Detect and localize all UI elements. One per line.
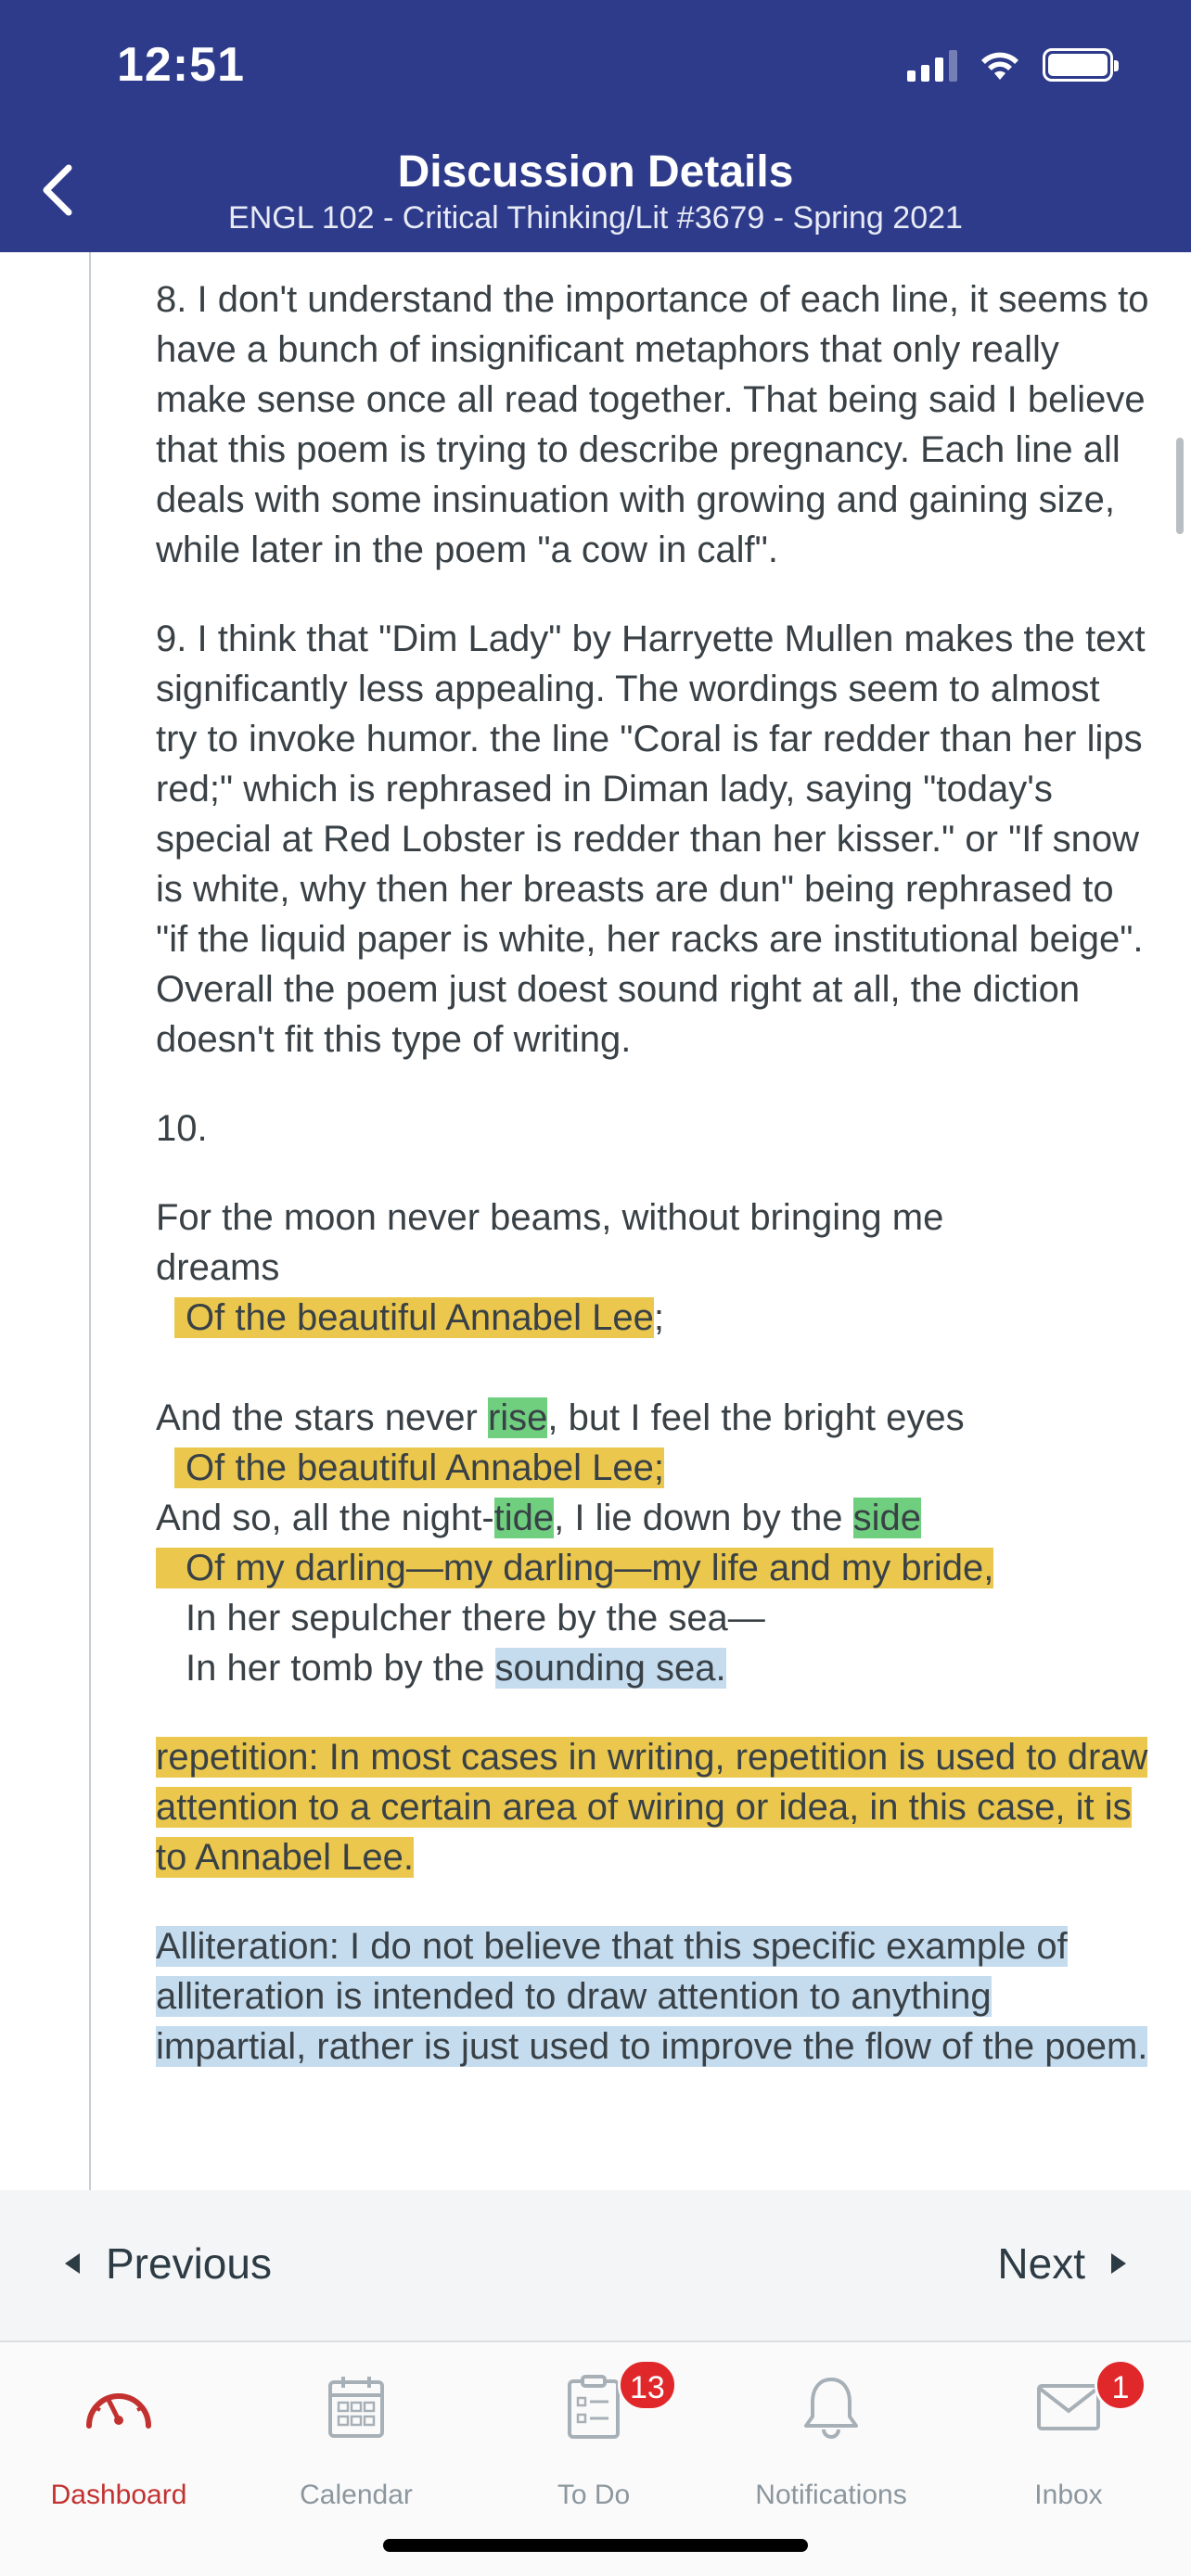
battery-icon — [1043, 48, 1113, 82]
poem-line: And so, all the night-tide, I lie down by the side — [156, 1498, 921, 1538]
tab-calendar[interactable] — [237, 2361, 475, 2511]
highlight-blue: sounding sea. — [494, 1648, 726, 1689]
inbox-badge: 1 — [1095, 2359, 1146, 2411]
home-indicator[interactable] — [383, 2539, 808, 2552]
alliteration-note: Alliteration: I do not believe that this specific example of alliteration is intended to draw attention to anything impartial, rather is just used to improve the flow of the poem. — [156, 1926, 1148, 2067]
highlight-yellow: Of my darling—my darling—my life and my bride, — [156, 1548, 993, 1588]
next-button[interactable] — [997, 2238, 1126, 2289]
poem-line: For the moon never beams, without bringing me — [156, 1197, 944, 1238]
scrollbar[interactable] — [1176, 438, 1184, 534]
poem-line: dreams — [156, 1247, 280, 1288]
answer-9: 9. I think that "Dim Lady" by Harryette Mullen makes the text significantly less appealing. The wordings seem to almost try to invoke humor. the line "Coral is far redder than her lips red;" which is rephrased in Diman lady, saying "today's special at Red Lobster is redder than her kisser." or "If snow is white, why then her breasts are dun" being rephrased to "if the liquid paper is white, her racks are institutional beige". Overall the poem just doest sound right at all, the diction doesn't fit this type of writing. — [156, 618, 1146, 1060]
dashboard-gauge-icon — [82, 2379, 156, 2435]
tab-dashboard[interactable] — [0, 2361, 237, 2511]
tab-todo[interactable] — [475, 2361, 712, 2511]
course-subtitle: ENGL 102 - Critical Thinking/Lit #3679 - Spring 2021 — [228, 200, 963, 236]
tab-inbox[interactable] — [950, 2361, 1187, 2511]
reply-pager — [0, 2190, 1191, 2342]
tab-notifications[interactable] — [712, 2361, 950, 2511]
highlight-yellow: Of the beautiful Annabel Lee; — [174, 1447, 664, 1488]
poem-excerpt — [156, 1192, 1150, 1693]
discussion-content[interactable] — [0, 252, 1191, 2190]
repetition-note: repetition: In most cases in writing, repetition is used to draw attention to a certain area of wiring or idea, in this case, it is to Annabel Lee. — [156, 1737, 1148, 1878]
status-time: 12:51 — [117, 38, 245, 92]
page-title: Discussion Details — [397, 147, 794, 197]
bell-icon — [801, 2374, 861, 2441]
answer-10-label: 10. — [156, 1108, 208, 1149]
next-label: Next — [997, 2239, 1085, 2288]
navigation-header — [0, 0, 1191, 252]
todo-clipboard-icon — [566, 2374, 621, 2441]
tab-label: Notifications — [755, 2480, 907, 2510]
discussion-reply — [156, 274, 1150, 2111]
caret-left-icon — [65, 2253, 80, 2274]
calendar-icon — [327, 2375, 385, 2440]
poem-line — [156, 1543, 1150, 1593]
previous-label: Previous — [106, 2239, 272, 2288]
previous-button[interactable] — [65, 2238, 272, 2289]
poem-line: In her sepulcher there by the sea— — [186, 1598, 765, 1639]
poem-line — [156, 1443, 1150, 1493]
tab-label: To Do — [557, 2480, 631, 2510]
highlight-green: tide — [493, 1498, 555, 1538]
tab-label: Calendar — [300, 2480, 413, 2510]
poem-line: And the stars never rise, but I feel the bright eyes — [156, 1397, 965, 1438]
highlight-yellow: Of the beautiful Annabel Lee — [174, 1297, 654, 1338]
thread-rail — [89, 252, 91, 2190]
highlight-green: side — [852, 1498, 921, 1538]
envelope-icon — [1036, 2383, 1101, 2431]
poem-line: In her tomb by the sounding sea. — [186, 1648, 726, 1689]
highlight-green: rise — [487, 1397, 548, 1438]
wifi-icon — [978, 48, 1022, 82]
poem-line: Of the beautiful Annabel Lee; — [156, 1293, 1150, 1343]
tab-label: Dashboard — [50, 2480, 187, 2510]
caret-right-icon — [1111, 2253, 1126, 2274]
cellular-signal-icon — [907, 48, 957, 82]
answer-8: 8. I don't understand the importance of each line, it seems to have a bunch of insignificant metaphors that only really make sense once all read together. That being said I believe that this poem is trying to describe pregnancy. Each line all deals with some insinuation with growing and gaining size, while later in the poem "a cow in calf". — [156, 279, 1149, 570]
todo-badge: 13 — [618, 2359, 677, 2411]
status-icons — [907, 48, 1113, 82]
tab-label: Inbox — [1034, 2480, 1103, 2510]
